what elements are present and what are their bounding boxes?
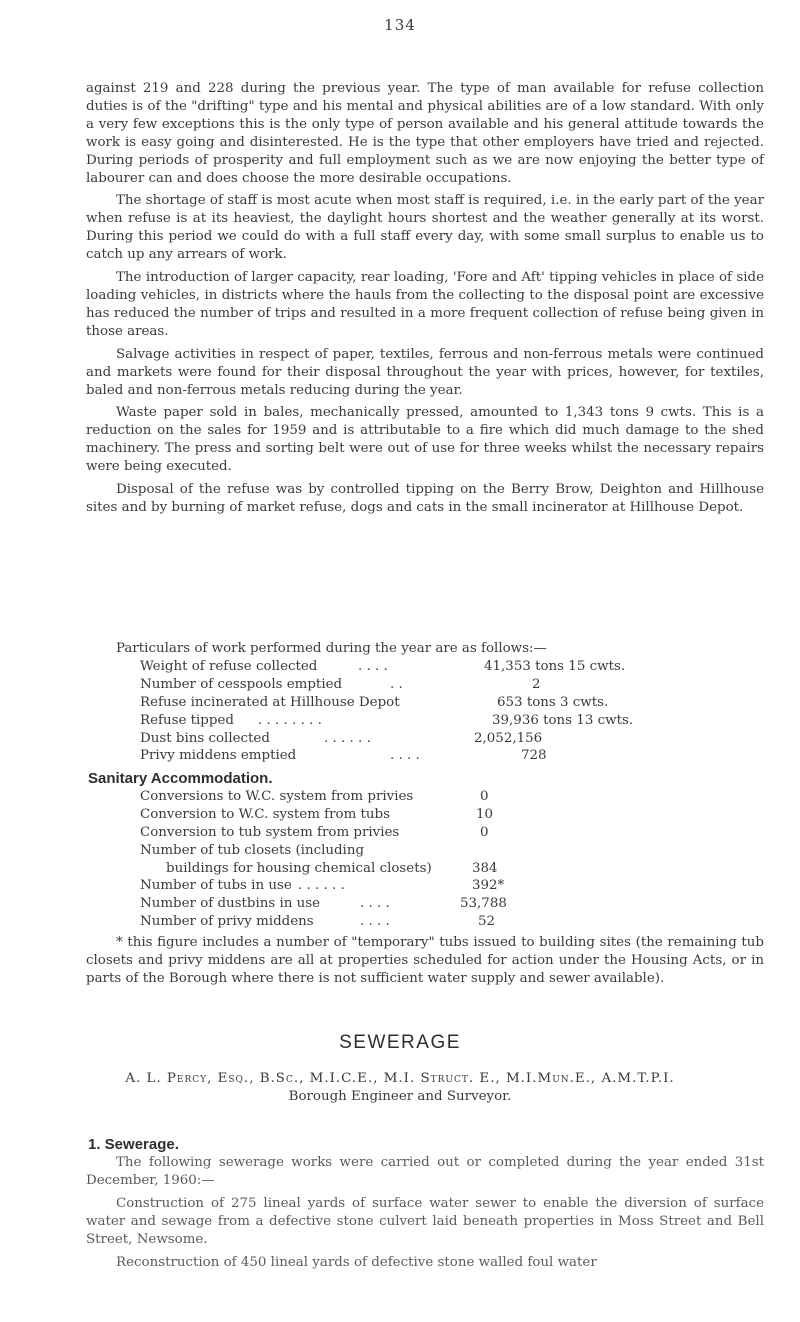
row-label: Number of privy middens	[140, 914, 314, 930]
row-label: Conversion to tub system from privies	[140, 824, 400, 840]
row-label: Number of cesspools emptied	[140, 676, 343, 692]
paragraph: Salvage activities in respect of paper, textiles, ferrous and non-ferrous metals were continued and markets were found for their disposal throughout the year with prices, however, for textiles, baled and non-ferrous metals reducing during the year.	[86, 346, 764, 398]
row-label: Refuse incinerated at Hillhouse Depot	[140, 694, 400, 710]
row-value: 653 tons 3 cwts.	[497, 694, 609, 710]
leader-dots: . . . .	[360, 914, 390, 930]
row-label: Weight of refuse collected	[140, 659, 318, 674]
sewerage-title: SEWERAGE	[339, 1032, 461, 1053]
row-label: Refuse tipped	[140, 712, 234, 728]
page-number: 134	[384, 16, 416, 34]
paragraph: against 219 and 228 during the previous year. The type of man available for refuse collection duties is of the "drifting" type and his mental and physical abilities are of a low standard. With only a very few exceptions this is the only type of person available and his general attitude towards the work is easy going and disinterested. He is the type that other employers have tried and rejected. During periods of prosperity and full employment such as we are now enjoying the better type of labourer can and does choose the more desirable occupations.	[86, 81, 764, 186]
row-label: Conversion to W.C. system from tubs	[140, 806, 390, 822]
row-label: Number of dustbins in use	[140, 896, 321, 912]
table-row	[140, 860, 740, 878]
paragraph: Construction of 275 lineal yards of surface water sewer to enable the diversion of surface water and sewage from a defective stone culvert laid beneath properties in Moss Street and Bell Street, Newsome.	[86, 1195, 764, 1247]
row-value: 41,353 tons 15 cwts.	[484, 659, 626, 674]
row-value: 53,788	[460, 896, 507, 912]
table-row	[140, 913, 740, 931]
row-value: 52	[478, 914, 496, 930]
intro-text	[86, 80, 764, 522]
table-row	[140, 806, 740, 824]
leader-dots: . .	[390, 676, 403, 692]
table-row	[140, 895, 740, 913]
sanitary-heading: Sanitary Accommodation.	[88, 770, 273, 787]
paragraph: Disposal of the refuse was by controlled tipping on the Berry Brow, Deighton and Hillhouse sites and by burning of market refuse, dogs and cats in the small incinerator at Hillhouse Depot.	[86, 482, 764, 515]
table-row	[140, 747, 760, 765]
table-row	[140, 788, 740, 806]
leader-dots: . . . . . .	[298, 878, 345, 894]
table-row	[140, 658, 760, 676]
leader-dots: . . . .	[360, 896, 390, 912]
row-label: Dust bins collected	[140, 730, 270, 746]
table-row	[140, 730, 760, 748]
row-value: 0	[480, 824, 489, 840]
row-label: Number of tub closets (including	[140, 842, 365, 858]
leader-dots: . . . . . . . .	[258, 712, 322, 728]
table-row	[140, 676, 760, 694]
row-value: 10	[476, 806, 494, 822]
row-label: Privy middens emptied	[140, 748, 297, 764]
paragraph: The following sewerage works were carried out or completed during the year ended 31st December, 1960:—	[86, 1155, 764, 1188]
table-row	[140, 877, 740, 895]
sanitary-table	[140, 788, 740, 931]
leader-dots: . . . . . .	[324, 730, 371, 746]
row-label: buildings for housing chemical closets)	[166, 860, 432, 876]
row-value: 0	[480, 789, 489, 804]
author-block	[0, 1070, 800, 1106]
row-value: 392*	[472, 878, 505, 894]
row-value: 39,936 tons 13 cwts.	[492, 712, 634, 728]
row-value: 384	[472, 860, 498, 876]
author-name: A. L. Percy, Esq., B.Sc., M.I.C.E., M.I. Struct. E., M.I.Mun.E., A.M.T.P.I.	[125, 1071, 675, 1086]
table-row	[140, 694, 760, 712]
author-role: Borough Engineer and Surveyor.	[288, 1089, 512, 1104]
footnote-text: * this figure includes a number of "temporary" tubs issued to building sites (the remaining tub closets and privy middens are all at properties scheduled for action under the Housing Acts, or in parts of the Borough where there is not sufficient water supply and sewer available).	[86, 935, 764, 986]
paragraph: The shortage of staff is most acute when most staff is required, i.e. in the early part of the year when refuse is at its heaviest, the daylight hours shortest and the weather generally at its worst. During this period we could do with a full staff every day, with some small surplus to enable us to catch up any arrears of work.	[86, 193, 764, 263]
section-text	[86, 1154, 764, 1276]
paragraph: Reconstruction of 450 lineal yards of defective stone walled foul water	[116, 1254, 597, 1270]
leader-dots: . . . .	[358, 659, 388, 674]
leader-dots: . . . .	[390, 748, 420, 764]
section-heading: 1. Sewerage.	[88, 1136, 179, 1153]
table-row	[140, 712, 760, 730]
row-value: 2	[532, 676, 541, 692]
row-label: Conversions to W.C. system from privies	[140, 789, 414, 804]
row-value: 728	[521, 748, 547, 764]
row-value: 2,052,156	[474, 730, 543, 746]
table-row	[140, 824, 740, 842]
particulars-table	[140, 658, 760, 765]
paragraph: The introduction of larger capacity, rear loading, 'Fore and Aft' tipping vehicles in place of side loading vehicles, in districts where the hauls from the collecting to the disposal point are excessive has reduced the number of trips and resulted in a more frequent collection of refuse being given in those areas.	[86, 270, 764, 339]
paragraph: Waste paper sold in bales, mechanically pressed, amounted to 1,343 tons 9 cwts. This is a reduction on the sales for 1959 and is attributable to a fire which did much damage to the shed machinery. The press and sorting belt were out of use for three weeks whilst the necessary repairs were being executed.	[86, 405, 764, 475]
footnote	[86, 934, 764, 993]
table-row	[140, 842, 740, 860]
row-label: Number of tubs in use	[140, 878, 292, 894]
paragraph: Particulars of work performed during the year are as follows:—	[116, 641, 547, 656]
